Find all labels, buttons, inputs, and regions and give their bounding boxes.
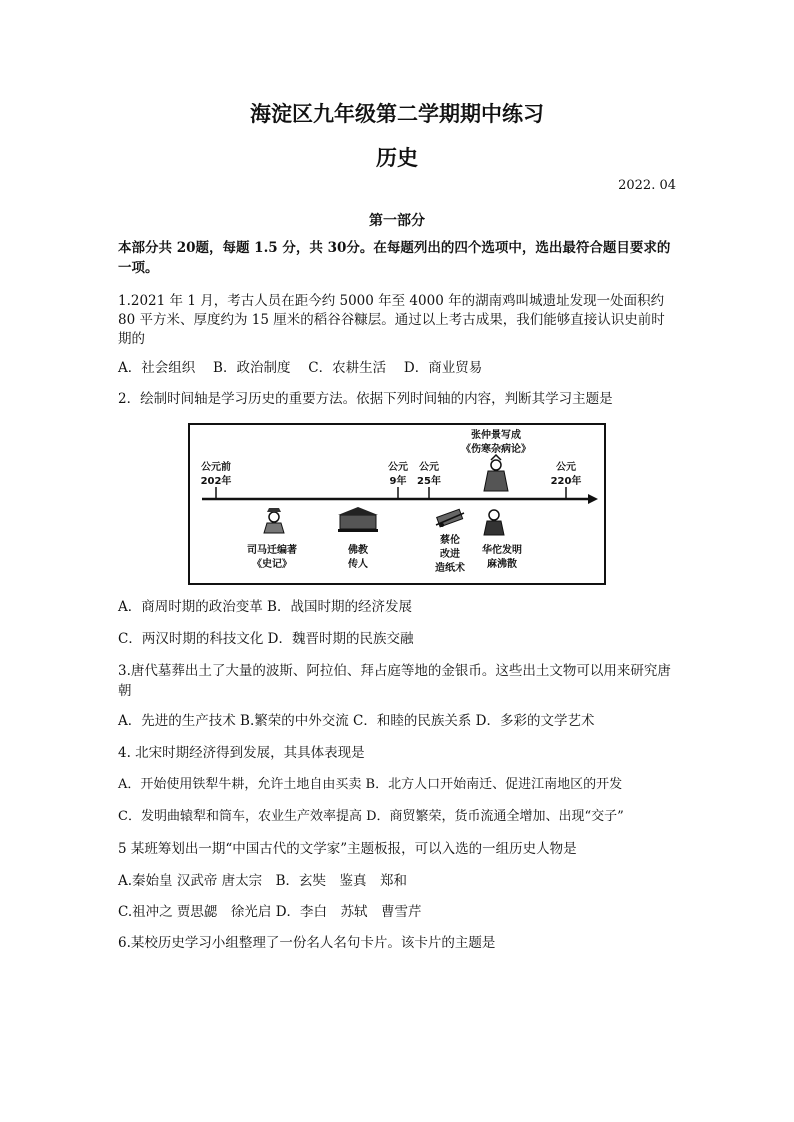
- question-5-options-2: C.祖冲之 贾思勰 徐光启 D．李白 苏轼 曹雪芹: [118, 904, 422, 920]
- label-cailun-line3: 造纸术: [435, 563, 465, 574]
- label-9-line2: 9年: [389, 476, 407, 487]
- question-2-options-2: C．两汉时期的科技文化 D．魏晋时期的民族交融: [118, 631, 414, 647]
- question-4-stem: 4. 北宋时期经济得到发展，其具体表现是: [118, 745, 365, 761]
- label-zhangzhongjing-line1: 张仲景写成: [471, 430, 521, 441]
- question-1-options: A．社会组织 B．政治制度 C．农耕生活 D．商业贸易: [118, 360, 483, 376]
- label-220-line1: 公元: [556, 462, 576, 473]
- question-2-stem: 2．绘制时间轴是学习历史的重要方法。依据下列时间轴的内容，判断其学习主题是: [118, 391, 613, 407]
- exam-date: 2022. 04: [618, 178, 676, 193]
- label-simaqian-line1: 司马迁编著: [247, 545, 297, 556]
- timeline-svg: [188, 423, 606, 585]
- label-simaqian-line2: 《史记》: [252, 559, 292, 570]
- label-25-line2: 25年: [417, 476, 441, 487]
- question-5-options-1: A.秦始皇 汉武帝 唐太宗 B．玄奘 鉴真 郑和: [118, 873, 408, 889]
- label-huatuo-line2: 麻沸散: [487, 559, 517, 570]
- question-2-options-1: A．商周时期的政治变革 B．战国时期的经济发展: [118, 599, 412, 615]
- label-cailun-line1: 蔡伦: [440, 535, 460, 546]
- label-202bc-line2: 202年: [200, 476, 232, 487]
- label-220-line2: 220年: [550, 476, 582, 487]
- label-202bc-line1: 公元前: [201, 462, 231, 473]
- part-instructions: 本部分共 20题，每题 1.5 分，共 30分。在每题列出的四个选项中，选出最符合题目要求的一项。: [118, 240, 671, 276]
- subject-title: 历史: [376, 145, 418, 170]
- label-zhangzhongjing-line2: 《伤寒杂病论》: [461, 444, 531, 455]
- question-4-options-1: A．开始使用铁犁牛耕，允许土地自由买卖 B．北方人口开始南迁、促进江南地区的开发: [118, 777, 623, 792]
- timeline-figure: [188, 423, 606, 585]
- label-cailun-line2: 改进: [440, 549, 460, 560]
- label-buddhism-line1: 佛教: [348, 545, 368, 556]
- question-4-options-2: C．发明曲辕犁和筒车，农业生产效率提高 D．商贸繁荣，货币流通全增加、出现“交子”: [118, 809, 624, 824]
- question-3-options: A．先进的生产技术 B.繁荣的中外交流 C．和睦的民族关系 D．多彩的文学艺术: [118, 713, 595, 729]
- question-6-stem: 6.某校历史学习小组整理了一份名人名句卡片。该卡片的主题是: [118, 935, 496, 951]
- exam-title: 海淀区九年级第二学期期中练习: [250, 101, 544, 126]
- label-25-line1: 公元: [419, 462, 439, 473]
- question-1-stem: 1.2021 年 1 月，考古人员在距今约 5000 年至 4000 年的湖南鸡叫城遗址发现一处面积约 80 平方米、厚度约为 15 厘米的稻谷谷糠层。通过以上考古成果，我们能够直接认识史前时期的: [118, 293, 665, 347]
- part-heading: 第一部分: [369, 213, 425, 229]
- label-buddhism-line2: 传人: [348, 559, 368, 570]
- label-9-line1: 公元: [388, 462, 408, 473]
- question-3-stem: 3.唐代墓葬出土了大量的波斯、阿拉伯、拜占庭等地的金银币。这些出土文物可以用来研究唐朝: [118, 663, 671, 699]
- label-huatuo-line1: 华佗发明: [482, 545, 522, 556]
- question-5-stem: 5 某班筹划出一期“中国古代的文学家”主题板报，可以入选的一组历史人物是: [118, 841, 577, 857]
